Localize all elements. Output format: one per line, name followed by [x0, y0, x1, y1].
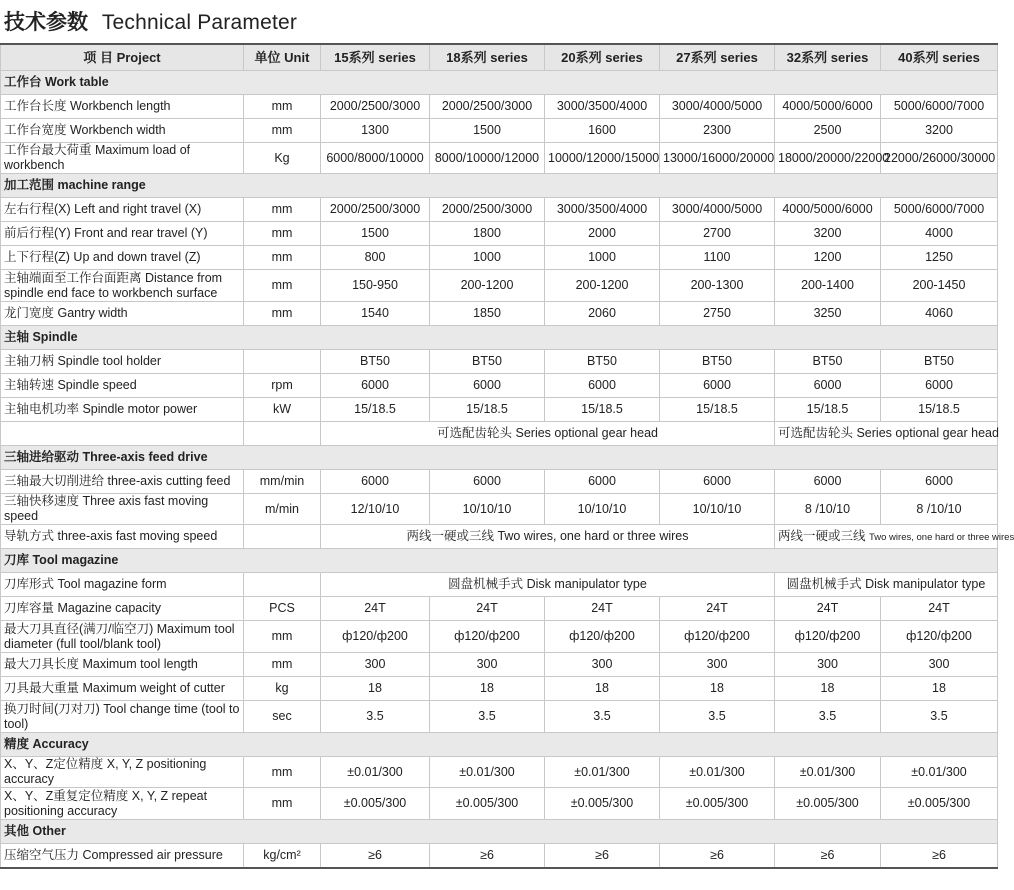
parameter-value: 18: [881, 677, 998, 701]
section-row: [1, 326, 998, 350]
parameter-unit: sec: [244, 701, 321, 733]
parameter-value: 3.5: [660, 701, 775, 733]
parameter-value: 1800: [430, 222, 545, 246]
parameter-value: 24T: [660, 597, 775, 621]
parameter-value: 1200: [775, 246, 881, 270]
section-title: 主轴 Spindle: [1, 326, 998, 350]
parameter-unit: mm: [244, 198, 321, 222]
page-title-zh: 技术参数: [4, 11, 88, 34]
parameter-value: 15/18.5: [545, 398, 660, 422]
merged-small-text: Two wires, one hard or three wires: [869, 531, 1014, 543]
parameter-value: 1000: [430, 246, 545, 270]
parameter-value: 800: [321, 246, 430, 270]
header-project: 项 目 Project: [1, 44, 244, 71]
table-body: [1, 71, 1014, 869]
parameter-name: 主轴刀柄 Spindle tool holder: [1, 350, 244, 374]
parameter-value: 3.5: [430, 701, 545, 733]
parameter-table: [0, 43, 1014, 869]
parameter-value: ±0.01/300: [430, 757, 545, 788]
parameter-value: 3.5: [775, 701, 881, 733]
table-row: [1, 701, 998, 733]
parameter-value: 300: [881, 653, 998, 677]
parameter-value: 2750: [660, 302, 775, 326]
parameter-value: ±0.01/300: [775, 757, 881, 788]
parameter-value: 2000/2500/3000: [430, 198, 545, 222]
parameter-value: 22000/26000/30000: [881, 143, 998, 174]
parameter-unit: mm/min: [244, 470, 321, 494]
parameter-value: 6000: [545, 470, 660, 494]
parameter-value: BT50: [430, 350, 545, 374]
parameter-name: X、Y、Z重复定位精度 X, Y, Z repeat positioning accuracy: [1, 788, 244, 820]
parameter-unit: mm: [244, 302, 321, 326]
parameter-value: 1300: [321, 119, 430, 143]
parameter-value: 15/18.5: [775, 398, 881, 422]
parameter-value: 6000: [775, 470, 881, 494]
parameter-value: 4060: [881, 302, 998, 326]
parameter-value: 4000/5000/6000: [775, 95, 881, 119]
parameter-value: 10/10/10: [430, 494, 545, 525]
header-series: 15系列 series: [321, 44, 430, 71]
parameter-unit: PCS: [244, 597, 321, 621]
parameter-value: 300: [321, 653, 430, 677]
parameter-name: 换刀时间(刀对刀) Tool change time (tool to tool): [1, 701, 244, 733]
parameter-value: 12/10/10: [321, 494, 430, 525]
parameter-value: 6000: [660, 470, 775, 494]
parameter-value: 2060: [545, 302, 660, 326]
parameter-value: 18: [545, 677, 660, 701]
table-row: [1, 398, 998, 422]
parameter-value: 13000/16000/20000: [660, 143, 775, 174]
parameter-unit: mm: [244, 270, 321, 302]
parameter-value: 6000: [775, 374, 881, 398]
table-row: [1, 621, 998, 653]
parameter-value: 18: [430, 677, 545, 701]
parameter-value: 2000: [545, 222, 660, 246]
parameter-unit: mm: [244, 246, 321, 270]
parameter-value: 1500: [430, 119, 545, 143]
parameter-value: 6000: [430, 470, 545, 494]
parameter-value: 24T: [321, 597, 430, 621]
table-row: [1, 597, 998, 621]
parameter-value: ≥6: [545, 844, 660, 869]
parameter-value: ±0.01/300: [660, 757, 775, 788]
parameter-unit: mm: [244, 621, 321, 653]
page-title: [0, 0, 1000, 40]
parameter-value: ≥6: [775, 844, 881, 869]
parameter-value: ф120/ф200: [660, 621, 775, 653]
table-row: [1, 302, 998, 326]
parameter-unit: rpm: [244, 374, 321, 398]
merged-text: 圆盘机械手式 Disk manipulator type: [448, 577, 647, 591]
parameter-name: 主轴转速 Spindle speed: [1, 374, 244, 398]
parameter-value: 1000: [545, 246, 660, 270]
section-title: 加工范围 machine range: [1, 174, 998, 198]
parameter-value: 8 /10/10: [775, 494, 881, 525]
table-row: [1, 525, 998, 549]
table-row: [1, 788, 998, 820]
parameter-value: 6000: [321, 374, 430, 398]
parameter-value: ≥6: [881, 844, 998, 869]
parameter-value: 2700: [660, 222, 775, 246]
parameter-value: 2500: [775, 119, 881, 143]
parameter-value: 200-1400: [775, 270, 881, 302]
parameter-value: ±0.005/300: [660, 788, 775, 820]
parameter-value: 200-1450: [881, 270, 998, 302]
parameter-value: ≥6: [660, 844, 775, 869]
parameter-name: 左右行程(X) Left and right travel (X): [1, 198, 244, 222]
parameter-unit: [244, 525, 321, 549]
table-row: [1, 350, 998, 374]
parameter-name: 主轴端面至工作台面距离 Distance from spindle end face to workbench surface: [1, 270, 244, 302]
parameter-value: 6000: [881, 470, 998, 494]
table-row: [1, 573, 998, 597]
parameter-value: 1100: [660, 246, 775, 270]
parameter-value: BT50: [660, 350, 775, 374]
parameter-value: 3200: [881, 119, 998, 143]
parameter-value: 3000/4000/5000: [660, 95, 775, 119]
parameter-value: 6000: [430, 374, 545, 398]
parameter-value: 200-1200: [430, 270, 545, 302]
parameter-value: 150-950: [321, 270, 430, 302]
parameter-value: 6000: [321, 470, 430, 494]
parameter-value: 3.5: [881, 701, 998, 733]
parameter-name: 刀库容量 Magazine capacity: [1, 597, 244, 621]
section-title: 工作台 Work table: [1, 71, 998, 95]
parameter-name: 导轨方式 three-axis fast moving speed: [1, 525, 244, 549]
section-row: [1, 446, 998, 470]
parameter-value: 5000/6000/7000: [881, 198, 998, 222]
parameter-value: 1500: [321, 222, 430, 246]
section-title: 刀库 Tool magazine: [1, 549, 998, 573]
parameter-value: 15/18.5: [660, 398, 775, 422]
parameter-name: 最大刀具长度 Maximum tool length: [1, 653, 244, 677]
parameter-value: 24T: [775, 597, 881, 621]
parameter-merged-value: [321, 525, 775, 549]
parameter-value: 18: [660, 677, 775, 701]
parameter-value: 2000/2500/3000: [430, 95, 545, 119]
parameter-unit: mm: [244, 222, 321, 246]
parameter-value: 8000/10000/12000: [430, 143, 545, 174]
parameter-value: 10000/12000/15000: [545, 143, 660, 174]
parameter-value: 3.5: [545, 701, 660, 733]
parameter-value: 3.5: [321, 701, 430, 733]
parameter-merged-value: [321, 573, 775, 597]
parameter-name: 三轴最大切削进给 three-axis cutting feed: [1, 470, 244, 494]
table-row: [1, 143, 998, 174]
section-title: 其他 Other: [1, 820, 998, 844]
merged-text: 可选配齿轮头 Series optional gear head: [778, 426, 999, 440]
parameter-value: ±0.005/300: [881, 788, 998, 820]
table-row: [1, 119, 998, 143]
parameter-name: 刀库形式 Tool magazine form: [1, 573, 244, 597]
table-row: [1, 844, 998, 869]
parameter-value: 5000/6000/7000: [881, 95, 998, 119]
parameter-value: ±0.005/300: [321, 788, 430, 820]
merged-text: 圆盘机械手式 Disk manipulator type: [786, 577, 986, 591]
parameter-name: X、Y、Z定位精度 X, Y, Z positioning accuracy: [1, 757, 244, 788]
parameter-value: 300: [775, 653, 881, 677]
parameter-name: 工作台宽度 Workbench width: [1, 119, 244, 143]
parameter-unit: Kg: [244, 143, 321, 174]
table-row: [1, 677, 998, 701]
page-title-en: Technical Parameter: [101, 11, 298, 34]
parameter-name: 前后行程(Y) Front and rear travel (Y): [1, 222, 244, 246]
parameter-value: ф120/ф200: [321, 621, 430, 653]
header-series: 32系列 series: [775, 44, 881, 71]
parameter-name: 刀具最大重量 Maximum weight of cutter: [1, 677, 244, 701]
parameter-value: 3250: [775, 302, 881, 326]
parameter-value: BT50: [775, 350, 881, 374]
parameter-merged-value: [775, 525, 1014, 549]
header-series: 18系列 series: [430, 44, 545, 71]
parameter-name: 工作台最大荷重 Maximum load of workbench: [1, 143, 244, 174]
parameter-unit: [244, 350, 321, 374]
table-row: [1, 270, 998, 302]
parameter-value: 8 /10/10: [881, 494, 998, 525]
parameter-value: 15/18.5: [881, 398, 998, 422]
parameter-value: ≥6: [321, 844, 430, 869]
table-row: [1, 653, 998, 677]
header-series: 20系列 series: [545, 44, 660, 71]
parameter-merged-value: [775, 422, 998, 446]
parameter-name: 压缩空气压力 Compressed air pressure: [1, 844, 244, 869]
parameter-value: ±0.01/300: [545, 757, 660, 788]
parameter-value: 6000: [881, 374, 998, 398]
section-title: 三轴进给驱动 Three-axis feed drive: [1, 446, 998, 470]
table-header-row: [1, 44, 998, 71]
parameter-unit: kg: [244, 677, 321, 701]
table-row: [1, 198, 998, 222]
section-row: [1, 174, 998, 198]
parameter-value: 24T: [881, 597, 998, 621]
parameter-value: ±0.01/300: [321, 757, 430, 788]
parameter-value: ф120/ф200: [775, 621, 881, 653]
parameter-value: ≥6: [430, 844, 545, 869]
parameter-value: ф120/ф200: [545, 621, 660, 653]
parameter-value: ±0.005/300: [430, 788, 545, 820]
parameter-unit: kg/cm²: [244, 844, 321, 869]
parameter-value: 15/18.5: [321, 398, 430, 422]
merged-text: 两线一硬或三线 Two wires, one hard or three wires: [406, 529, 689, 543]
parameter-value: 10/10/10: [660, 494, 775, 525]
parameter-value: 3000/4000/5000: [660, 198, 775, 222]
header-series: 27系列 series: [660, 44, 775, 71]
parameter-value: 24T: [430, 597, 545, 621]
parameter-unit: mm: [244, 757, 321, 788]
parameter-name: [1, 422, 244, 446]
parameter-value: 1540: [321, 302, 430, 326]
parameter-value: 300: [660, 653, 775, 677]
parameter-value: 2300: [660, 119, 775, 143]
parameter-value: BT50: [881, 350, 998, 374]
parameter-value: 300: [430, 653, 545, 677]
table-row: [1, 757, 998, 788]
parameter-name: 龙门宽度 Gantry width: [1, 302, 244, 326]
parameter-value: BT50: [321, 350, 430, 374]
parameter-value: 6000: [660, 374, 775, 398]
parameter-merged-value: [775, 573, 998, 597]
parameter-name: 上下行程(Z) Up and down travel (Z): [1, 246, 244, 270]
parameter-value: 3200: [775, 222, 881, 246]
parameter-value: ф120/ф200: [430, 621, 545, 653]
parameter-value: 6000/8000/10000: [321, 143, 430, 174]
parameter-unit: kW: [244, 398, 321, 422]
parameter-unit: [244, 573, 321, 597]
parameter-value: ±0.005/300: [775, 788, 881, 820]
parameter-name: 最大刀具直径(满刀/临空刀) Maximum tool diameter (full tool/blank tool): [1, 621, 244, 653]
section-title: 精度 Accuracy: [1, 733, 998, 757]
parameter-value: 2000/2500/3000: [321, 198, 430, 222]
parameter-value: 6000: [545, 374, 660, 398]
parameter-value: 3000/3500/4000: [545, 198, 660, 222]
parameter-value: 3000/3500/4000: [545, 95, 660, 119]
parameter-unit: mm: [244, 119, 321, 143]
table-row: [1, 95, 998, 119]
parameter-merged-value: [321, 422, 775, 446]
table-row: [1, 470, 998, 494]
parameter-unit: mm: [244, 95, 321, 119]
parameter-value: 4000/5000/6000: [775, 198, 881, 222]
parameter-value: 10/10/10: [545, 494, 660, 525]
parameter-value: 200-1300: [660, 270, 775, 302]
parameter-value: 1600: [545, 119, 660, 143]
merged-text: 两线一硬或三线: [778, 528, 866, 543]
parameter-unit: [244, 422, 321, 446]
section-row: [1, 549, 998, 573]
parameter-value: 18: [321, 677, 430, 701]
header-series: 40系列 series: [881, 44, 998, 71]
parameter-value: ф120/ф200: [881, 621, 998, 653]
parameter-unit: m/min: [244, 494, 321, 525]
table-row: [1, 422, 998, 446]
parameter-value: 15/18.5: [430, 398, 545, 422]
table-row: [1, 374, 998, 398]
header-unit: 单位 Unit: [244, 44, 321, 71]
section-row: [1, 820, 998, 844]
table-row: [1, 494, 998, 525]
parameter-value: 18: [775, 677, 881, 701]
parameter-value: 200-1200: [545, 270, 660, 302]
merged-text: 可选配齿轮头 Series optional gear head: [437, 426, 658, 440]
parameter-value: ±0.005/300: [545, 788, 660, 820]
parameter-name: 主轴电机功率 Spindle motor power: [1, 398, 244, 422]
parameter-name: 工作台长度 Workbench length: [1, 95, 244, 119]
parameter-value: 1850: [430, 302, 545, 326]
parameter-unit: mm: [244, 788, 321, 820]
table-row: [1, 246, 998, 270]
parameter-value: BT50: [545, 350, 660, 374]
table-row: [1, 222, 998, 246]
parameter-value: 4000: [881, 222, 998, 246]
parameter-value: 1250: [881, 246, 998, 270]
section-row: [1, 71, 998, 95]
section-row: [1, 733, 998, 757]
parameter-value: 2000/2500/3000: [321, 95, 430, 119]
parameter-value: 300: [545, 653, 660, 677]
parameter-value: 18000/20000/22000: [775, 143, 881, 174]
parameter-unit: mm: [244, 653, 321, 677]
parameter-value: ±0.01/300: [881, 757, 998, 788]
parameter-name: 三轴快移速度 Three axis fast moving speed: [1, 494, 244, 525]
parameter-value: 24T: [545, 597, 660, 621]
